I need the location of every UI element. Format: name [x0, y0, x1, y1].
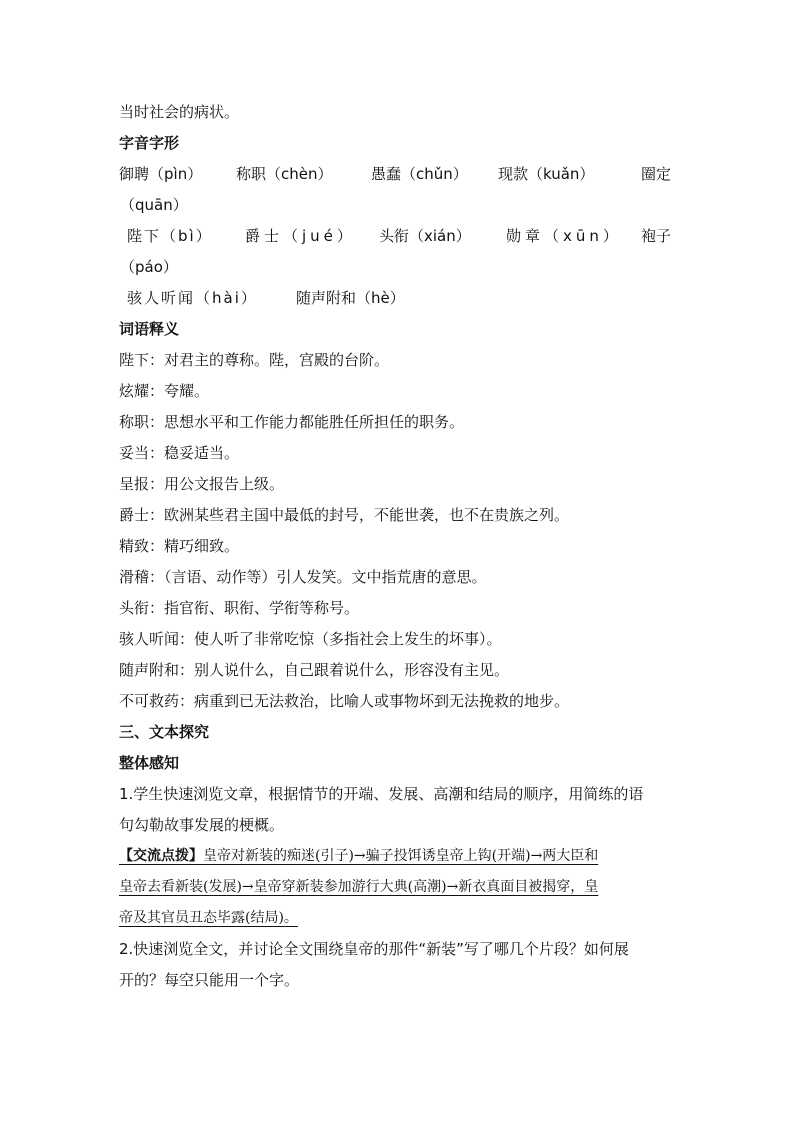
section-heading-text-study: 三、文本探究	[119, 723, 210, 741]
glossary-item: 滑稽：（言语、动作等）引人发笑。文中指荒唐的意思。	[119, 568, 487, 586]
question-1-line: 句勾勒故事发展的梗概。	[119, 816, 285, 834]
answer-note-line	[119, 841, 675, 872]
pinyin-entry: 勋章（xūn）	[506, 227, 622, 245]
pinyin-entry: 骇人听闻（hài）	[127, 289, 258, 307]
document-page	[119, 97, 675, 996]
answer-note-text: 皇帝对新装的痴迷(引子)→骗子投饵诱皇帝上钩(开端)→两大臣和	[203, 848, 599, 864]
question-2-line: 开的？每空只能用一个字。	[119, 971, 300, 989]
question-2-line: 2.快速浏览全文，并讨论全文围绕皇帝的那件“新装”写了哪几个片段？如何展	[119, 940, 629, 958]
intro-line: 当时社会的病状。	[119, 103, 240, 121]
answer-note-line: 帝及其官员丑态毕露(结局)。	[119, 910, 298, 926]
glossary-item: 呈报：用公文报告上级。	[119, 475, 285, 493]
glossary-item: 头衔：指官衔、职衔、学衔等称号。	[119, 599, 360, 617]
question-1-line: 1.学生快速浏览文章，根据情节的开端、发展、高潮和结局的顺序，用简练的语	[119, 785, 644, 803]
glossary-item: 炫耀：夸耀。	[119, 382, 210, 400]
pinyin-entry: 袍子	[641, 227, 672, 245]
glossary-list	[119, 345, 675, 717]
pinyin-row-1-wrap: （quān）	[120, 196, 188, 214]
pinyin-row-2	[119, 221, 675, 252]
answer-note-tag: 【交流点拨】	[119, 848, 203, 864]
pinyin-row-1	[119, 159, 675, 190]
pinyin-entry: 现款（kuǎn）	[498, 165, 595, 183]
pinyin-entry: 圈定	[641, 165, 672, 183]
pinyin-entry: 陛下（bì）	[127, 227, 213, 245]
glossary-item: 爵士：欧洲某些君主国中最低的封号，不能世袭，也不在贵族之列。	[119, 506, 570, 524]
pinyin-row-2-wrap: （páo）	[120, 258, 178, 276]
pinyin-entry: 爵士（jué）	[245, 227, 356, 245]
pinyin-entry: 愚蠢（chǔn）	[371, 165, 468, 183]
pinyin-row-3	[119, 283, 675, 314]
pinyin-entry: 御聘（pìn）	[119, 165, 203, 183]
section-heading-pronunciation: 字音字形	[119, 134, 180, 152]
section-heading-glossary: 词语释义	[119, 320, 180, 338]
glossary-item: 称职：思想水平和工作能力都能胜任所担任的职务。	[119, 413, 465, 431]
answer-note-line: 皇帝去看新装(发展)→皇帝穿新装参加游行大典(高潮)→新衣真面目被揭穿，皇	[119, 879, 599, 895]
pinyin-entry: 随声附和（hè）	[296, 289, 405, 307]
pinyin-entry: 头衔（xián）	[379, 227, 471, 245]
glossary-item: 不可救药：病重到已无法救治，比喻人或事物坏到无法挽救的地步。	[119, 692, 570, 710]
pinyin-entry: 称职（chèn）	[236, 165, 333, 183]
glossary-item: 随声附和：别人说什么，自己跟着说什么，形容没有主见。	[119, 661, 510, 679]
subheading-overall: 整体感知	[119, 754, 180, 772]
glossary-item: 骇人听闻：使人听了非常吃惊（多指社会上发生的坏事）。	[119, 630, 502, 648]
glossary-item: 陛下：对君主的尊称。陛，宫殿的台阶。	[119, 351, 390, 369]
glossary-item: 精致：精巧细致。	[119, 537, 240, 555]
glossary-item: 妥当：稳妥适当。	[119, 444, 240, 462]
